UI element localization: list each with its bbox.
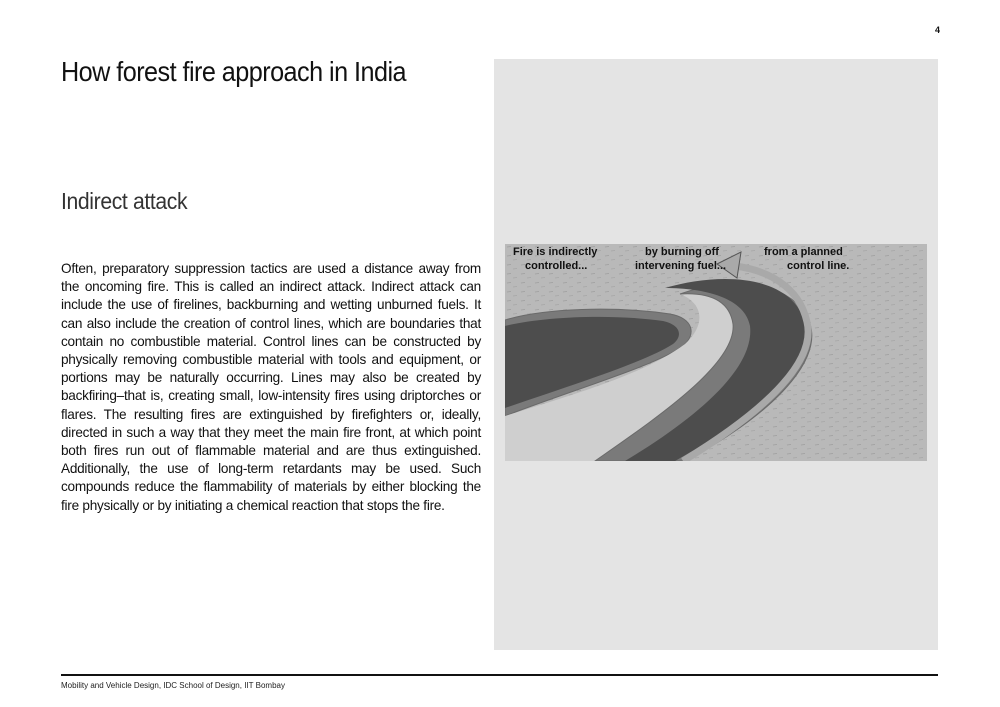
caption-1-line2: controlled... [525,260,588,272]
page-title: How forest fire approach in India [61,56,406,87]
footer-text: Mobility and Vehicle Design, IDC School of Design, IIT Bombay [61,681,285,690]
body-paragraph: Often, preparatory suppression tactics are used a distance away from the oncoming fire. This is called an indirect attack. Indirect attack can include the use of firelines, backburning and wetting unburned fuels. It can also include the creation of control lines, which are boundaries that contain no combustible material. Control lines can be constructed by physically removing combustible material with tools and equipment, or portions may be naturally occurring. Lines may also be created by backfiring–that is, creating small, low-intensity fires using driptorches or flares. The resulting fires are extinguished by firefighters or, ideally, directed in such a way that they meet the main fire front, at which point both fires run out of flammable material and are thus extinguished. Additionally, the use of long-term retardants may be used. Such compounds reduce the flammability of materials by either blocking the fire physically or by initiating a chemical reaction that stops the fire. [61,261,481,513]
page-number: 4 [934,25,940,35]
caption-3-line1: from a planned [764,246,843,258]
section-heading: Indirect attack [61,188,188,214]
footer-rule [61,674,938,676]
caption-1-line1: Fire is indirectly [513,246,598,258]
indirect-attack-diagram [505,244,927,461]
caption-2-line1: by burning off [645,246,719,258]
caption-2-line2: intervening fuel... [635,260,727,272]
caption-3-line2: control line. [787,260,850,272]
